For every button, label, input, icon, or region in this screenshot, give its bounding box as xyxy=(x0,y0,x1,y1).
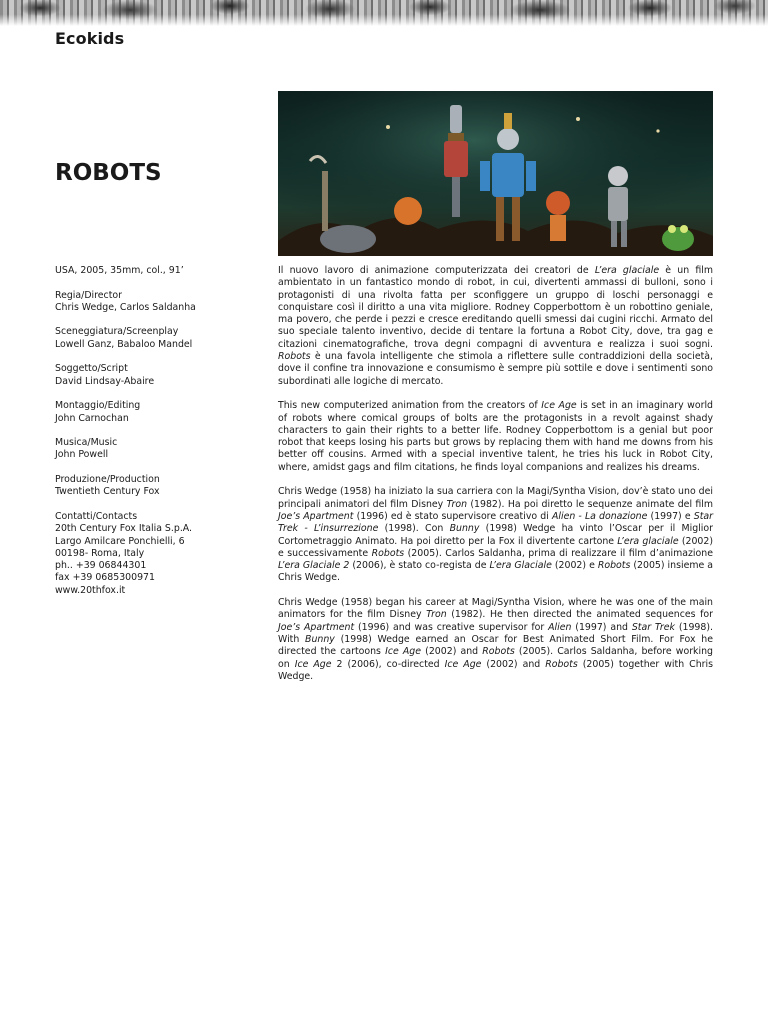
credit-group xyxy=(55,363,255,388)
text-run: (2005) together with Chris Wedge. xyxy=(278,658,713,682)
italic-title: Robots xyxy=(482,646,515,658)
text-run: (1998) Wedge earned an Oscar for Best Animated Short Film. For Fox he directed the cartoons xyxy=(278,633,713,658)
credit-role: Regia/Director xyxy=(55,289,122,301)
credit-role: Musica/Music xyxy=(55,437,118,449)
robots-scene-illustration xyxy=(278,91,713,256)
credit-group xyxy=(55,474,255,499)
text-run: (1996) and was creative supervisor for xyxy=(354,621,549,633)
italic-title: Ice Age xyxy=(444,658,482,670)
italic-title: L’era Glaciale 2 xyxy=(278,560,350,572)
credit-group xyxy=(55,437,255,462)
text-run: (2002) e successivamente xyxy=(278,535,713,559)
text-run: Chris Wedge (1958) ha iniziato la sua carriera con la Magi/Syntha Vision, dov’è stato uno dei principali animatori del film Disney xyxy=(278,486,713,510)
italic-title: Bunny xyxy=(449,523,480,535)
italic-title: Robots xyxy=(371,547,405,559)
text-run: (1998). Con xyxy=(378,523,450,535)
credit-role: Montaggio/Editing xyxy=(55,400,141,412)
credit-value: www.20thfox.it xyxy=(55,584,126,596)
text-run: (1982). He then directed the animated sequences for xyxy=(446,609,713,621)
text-run: Chris Wedge (1958) began his career at Magi/Syntha Vision, where he was one of the main animators for the film Disney xyxy=(278,597,713,621)
credit-value: ph.. +39 06844301 xyxy=(55,560,147,572)
italic-title: L’era glaciale xyxy=(617,535,679,547)
italic-title: Joe’s Apartment xyxy=(278,510,354,522)
production-info: USA, 2005, 35mm, col., 91’ xyxy=(55,265,184,276)
text-run: (1997) e xyxy=(647,510,694,522)
body-paragraph xyxy=(278,597,713,683)
italic-title: Star Trek - L’insurrezione xyxy=(278,510,713,535)
text-run: (1996) ed è stato supervisore creativo di xyxy=(353,510,552,522)
text-run: This new computerized animation from the creators of xyxy=(278,400,542,412)
italic-title: Bunny xyxy=(305,633,335,645)
text-run: (2005). Carlos Saldanha, prima di realizzare il film d’animazione xyxy=(404,547,713,559)
credit-group xyxy=(55,511,255,597)
text-run: (2005). Carlos Saldanha, before working on xyxy=(278,646,713,670)
credit-value: Lowell Ganz, Babaloo Mandel xyxy=(55,338,193,350)
text-run: (2002) and xyxy=(421,646,483,658)
film-title: ROBOTS xyxy=(55,160,162,186)
text-run: 2 (2006), co-directed xyxy=(331,658,445,670)
credits-info xyxy=(55,265,255,277)
italic-title: Joe’s Apartment xyxy=(278,621,355,633)
body-paragraph xyxy=(278,265,713,388)
text-run: (2006), è stato co-regista de xyxy=(349,560,490,572)
credit-value: Twentieth Century Fox xyxy=(55,486,160,498)
credit-role: Soggetto/Script xyxy=(55,363,128,375)
decorative-header-banner xyxy=(0,0,768,26)
credit-role: Sceneggiatura/Screenplay xyxy=(55,326,179,338)
credit-value: Largo Amilcare Ponchielli, 6 xyxy=(55,535,185,547)
text-run: (1997) and xyxy=(571,621,632,633)
credit-value: fax +39 0685300971 xyxy=(55,572,155,584)
text-run: è una favola intelligente che stimola a riflettere sulle contraddizioni della società, dove il confine tra innovazione e consumismo è sempre più sottile e dove i sentimenti sono subordinati alle logiche di mercato. xyxy=(278,351,713,387)
text-run: (1982). Ha poi diretto le sequenze animate del film xyxy=(467,498,714,510)
italic-title: Star Trek xyxy=(631,621,675,633)
credit-value: John Powell xyxy=(55,449,109,461)
text-run: (1998). With xyxy=(278,621,713,645)
film-still-image xyxy=(278,91,713,256)
italic-title: L’era glaciale xyxy=(594,265,660,276)
body-paragraph xyxy=(278,400,713,474)
text-run: (1998) Wedge ha vinto l’Oscar per il Miglior Cortometraggio Animato. Ha poi diretto per la Fox il divertente cartone xyxy=(278,523,713,547)
italic-title: Ice Age xyxy=(541,400,577,412)
credit-value: 20th Century Fox Italia S.p.A. xyxy=(55,523,193,535)
text-run: (2002) e xyxy=(551,560,598,572)
credit-group xyxy=(55,326,255,351)
italic-title: Tron xyxy=(426,609,447,621)
section-label: Ecokids xyxy=(55,29,125,48)
text-run: (2002) and xyxy=(481,658,546,670)
credit-role: Produzione/Production xyxy=(55,474,160,486)
italic-title: Alien xyxy=(548,621,572,633)
text-run: è un film ambientato in un fantastico mondo di robot, in cui, divertenti ammassi di bulloni, sono i protagonisti di una rivolta fatta per sconfiggere un gruppo di loschi personaggi e conquistare così il diritto a una vita migliore. Rodney Copperbottom è un robottino geniale, ma povero, che perde i pezzi e cresce ereditando quelli smessi dai cugini ricchi. Armato del suo speciale talento inventivo, decide di tentare la fortuna a Robot City, dove, tra gag e citazioni cinematografiche, trova degni compagni di avventura e realizza i suoi sogni. xyxy=(278,265,713,350)
text-run: is set in an imaginary world of robots where comical groups of bolts are the protagonists in a revolt against shady characters to gain their rights to a better life. Rodney Copperbottom is a genial but poor robot that keeps losing his parts but grows by replacing them with hand me downs from his better off cousins. Armed with a special inventive talent, he tries his luck in Robot City, where, amidst gags and film citations, he finds loyal companions and realizes his dreams. xyxy=(278,400,713,473)
italic-title: Ice Age xyxy=(385,646,422,658)
credit-value: 00198- Roma, Italy xyxy=(55,547,145,559)
credit-group xyxy=(55,290,255,315)
body-paragraph xyxy=(278,486,713,584)
credit-value: David Lindsay-Abaire xyxy=(55,375,155,387)
italic-title: Alien - La donazione xyxy=(551,510,648,522)
italic-title: Ice Age xyxy=(294,658,332,670)
text-run: Il nuovo lavoro di animazione computerizzata dei creatori de xyxy=(278,265,595,276)
credits-column xyxy=(55,265,255,609)
credit-groups xyxy=(55,290,255,597)
credit-value: John Carnochan xyxy=(55,412,129,424)
italic-title: Tron xyxy=(446,498,468,510)
credit-group xyxy=(55,400,255,425)
italic-title: Robots xyxy=(278,351,311,363)
text-run: (2005) insieme a Chris Wedge. xyxy=(278,560,713,584)
italic-title: Robots xyxy=(597,560,631,572)
credit-value: Chris Wedge, Carlos Saldanha xyxy=(55,301,196,313)
italic-title: Robots xyxy=(545,658,578,670)
synopsis-and-biography xyxy=(278,265,713,695)
italic-title: L’era Glaciale xyxy=(489,560,552,572)
credit-role: Contatti/Contacts xyxy=(55,510,138,522)
